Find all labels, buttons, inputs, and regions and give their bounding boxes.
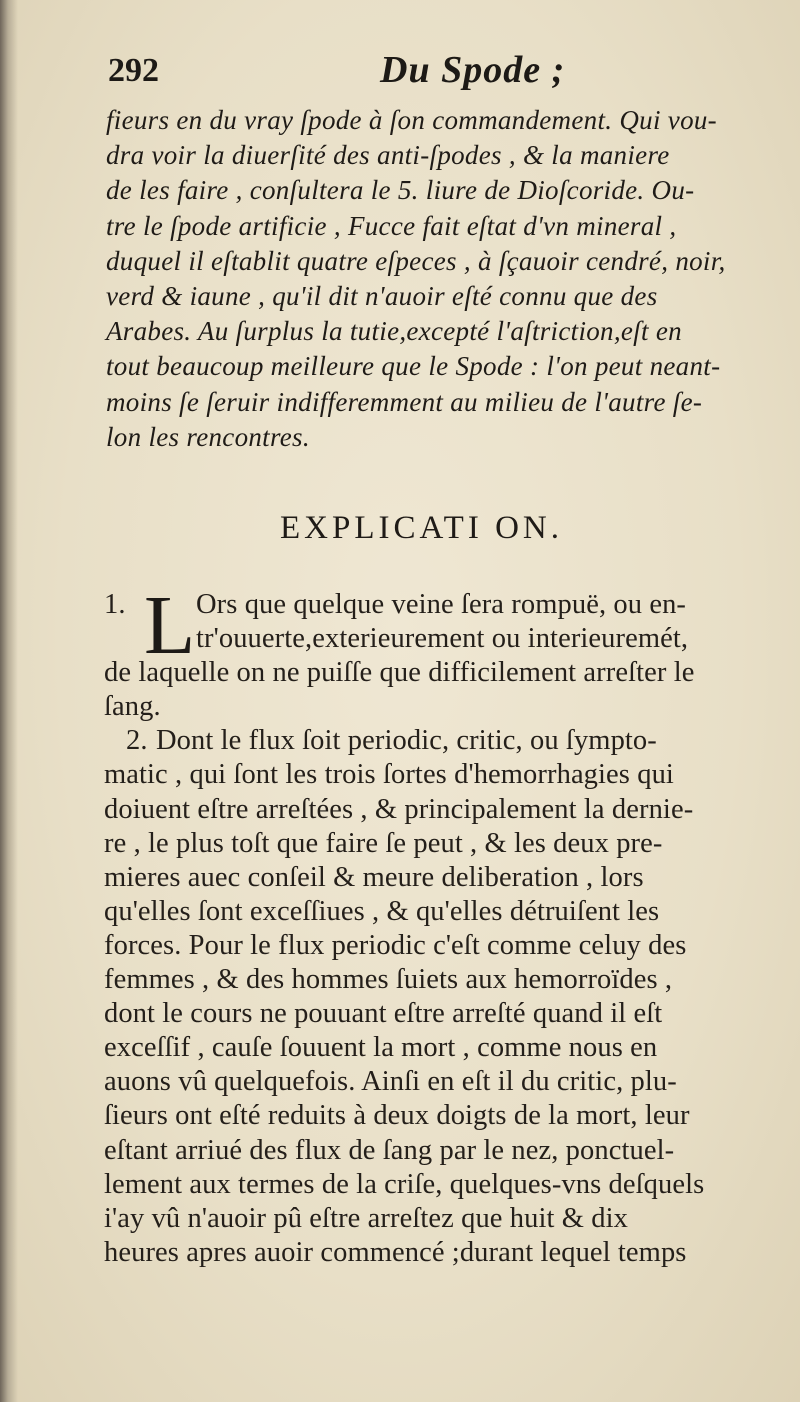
item-number: 1.	[104, 589, 126, 620]
text-line: ſang.	[104, 691, 161, 723]
text-line: lon les rencontres.	[106, 421, 310, 452]
section-heading: EXPLICATI ON.	[280, 510, 563, 546]
page-number: 292	[108, 52, 159, 89]
text-line: forces. Pour le flux periodic c'eſt comme celuy des	[104, 929, 687, 961]
text-line: femmes , & des hommes ſuiets aux hemorroïdes ,	[104, 964, 673, 996]
text-line: mieres auec conſeil & meure deliberation , lors	[104, 861, 644, 893]
text-line: de laquelle on ne puiſſe que difficilement arreſter le	[104, 657, 695, 689]
text-line: ſieurs ont eſté reduits à deux doigts de la mort, leur	[104, 1100, 690, 1132]
text-line: de les faire , conſultera le 5. liure de Dioſcoride. Ou-	[106, 175, 695, 206]
page-header	[108, 48, 578, 98]
text-line: heures apres auoir commencé ;durant lequel temps	[104, 1236, 687, 1268]
text-line: i'ay vû n'auoir pû eſtre arreſtez que huit & dix	[104, 1202, 628, 1234]
text-line: dra voir la diuerſité des anti-ſpodes , & la maniere	[106, 140, 670, 171]
text-line: lement aux termes de la criſe, quelques-vns deſquels	[104, 1168, 705, 1200]
text-line: verd & iaune , qu'il dit n'auoir eſté connu que des	[106, 281, 658, 312]
text-line: Dont le flux ſoit periodic, critic, ou ſympto-	[156, 725, 657, 757]
running-head: Du Spode ;	[380, 49, 566, 91]
item-number: 2.	[126, 725, 148, 757]
drop-cap: L	[144, 579, 196, 672]
item-2	[104, 724, 794, 1270]
italic-paragraph	[106, 103, 796, 455]
text-line: matic , qui ſont les trois ſortes d'hemorrhagies qui	[104, 759, 674, 791]
text-line: re , le plus toſt que faire ſe peut , & les deux pre-	[104, 827, 663, 859]
text-line: moins ſe ſeruir indifferemment au milieu de l'autre ſe-	[106, 386, 703, 417]
item-1	[104, 579, 794, 724]
text-line: dont le cours ne pouuant eſtre arreſté quand il eſt	[104, 998, 663, 1030]
text-line: tr'ouuerte,exterieurement ou interieuremét,	[196, 623, 689, 655]
text-line: doiuent eſtre arreſtées , & principalement la dernie-	[104, 793, 694, 825]
text-line: duquel il eſtablit quatre eſpeces , à ſçauoir cendré, noir,	[106, 245, 726, 276]
binding-shadow	[0, 0, 18, 1402]
text-line: qu'elles ſont exceſſiues , & qu'elles détruiſent les	[104, 895, 660, 927]
text-line: fieurs en du vray ſpode à ſon commandement. Qui vou-	[106, 105, 717, 135]
text-line: tout beaucoup meilleure que le Spode : l'on peut neant-	[106, 351, 721, 382]
text-line: Arabes. Au ſurplus la tutie,excepté l'aſtriction,eſt en	[106, 316, 682, 347]
text-line: auons vû quelquefois. Ainſi en eſt il du critic, plu-	[104, 1066, 677, 1098]
text-line: tre le ſpode artificie , Fucce fait eſtat d'vn mineral ,	[106, 210, 677, 241]
text-line: eſtant arriué des flux de ſang par le nez, ponctuel-	[104, 1134, 675, 1166]
text-line: exceſſif , cauſe ſouuent la mort , comme nous en	[104, 1032, 658, 1064]
text-line: Ors que quelque veine ſera rompuë, ou en-	[196, 589, 687, 620]
explication-body	[104, 579, 794, 1270]
